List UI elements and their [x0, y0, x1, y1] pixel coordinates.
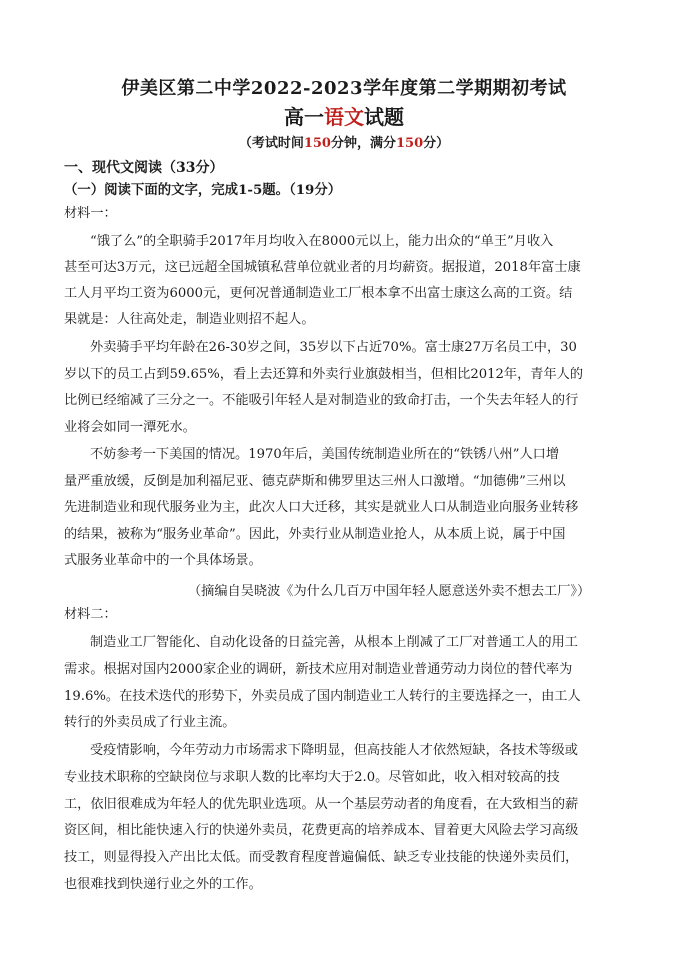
material1-label: 材料一：	[64, 206, 117, 221]
material2-line: 也很难找到快递行业之外的工作。	[64, 877, 262, 892]
time-note-c: 分钟，满分	[330, 136, 396, 151]
time-note-e: 分）	[423, 136, 450, 151]
material1-line: 比例已经缩减了三分之一。不能吸引年轻人是对制造业的致命打击，一个失去年轻人的行	[64, 393, 579, 408]
time-minutes: 150	[303, 136, 331, 151]
material1-line: “饿了么”的全职骑手2017年月均收入在8000元以上，能力出众的“单王”月收入	[90, 234, 554, 249]
material2-line: 工，依旧很难成为年轻人的优先职业选项。从一个基层劳动者的角度看，在大致相当的薪	[64, 797, 579, 812]
material1-line: 岁以下的员工占到59.65%，看上去还算和外卖行业旗鼓相当，但相比2012年，青年人的	[64, 367, 584, 382]
material2-line: 需求。根据对国内2000家企业的调研，新技术应用对制造业普通劳动力岗位的替代率为	[64, 662, 573, 677]
exam-title: 伊美区第二中学2022-2023学年度第二学期期初考试	[121, 78, 567, 99]
material2-line: 专业技术职称的空缺岗位与求职人数的比率均大于2.0。尽管如此，收入相对较高的技	[64, 770, 560, 785]
material1-line: 工人月平均工资为6000元，更何况普通制造业工厂根本拿不出富士康这么高的工资。结	[64, 286, 573, 301]
section-heading: 一、现代文阅读（33分）	[64, 160, 224, 176]
material2-line: 技工，则显得投入产出比太低。而受教育程度普遍偏低、缺乏专业技能的快递外卖员们，	[64, 850, 579, 865]
full-score: 150	[396, 136, 424, 151]
material1-line: 的结果，被称为“服务业革命”。因此，外卖行业从制造业抢人，从本质上说，属于中国	[64, 527, 566, 542]
material1-source: （摘编自吴晓波《为什么几百万中国年轻人愿意送外卖不想去工厂》）	[188, 584, 591, 599]
material2-line: 受疫情影响，今年劳动力市场需求下降明显，但高技能人才依然短缺，各技术等级或	[90, 743, 578, 758]
exam-subtitle	[0, 101, 688, 130]
material2-label: 材料二：	[64, 607, 117, 622]
material1-line: 外卖骑手平均年龄在26-30岁之间，35岁以下占近70%。富士康27万名员工中，30	[90, 340, 577, 355]
material1-line: 果就是：人往高处走，制造业则招不起人。	[64, 312, 315, 327]
material1-line: 甚至可达3万元，这已远超全国城镇私营单位就业者的月均薪资。据报道，2018年富士康	[64, 260, 581, 275]
subtitle-subject: 语文	[324, 105, 364, 129]
material2-line: 19.6%。在技术迭代的形势下，外卖员成了国内制造业工人转行的主要选择之一，由工人	[64, 689, 581, 704]
material2-line: 资区间，相比能快速入行的快递外卖员，花费更高的培养成本、冒着更大风险去学习高级	[64, 823, 579, 838]
material2-line: 制造业工厂智能化、自动化设备的日益完善，从根本上削减了工厂对普通工人的用工	[90, 635, 578, 650]
material1-line: 式服务业革命中的一个具体场景。	[64, 553, 262, 568]
section-subheading: （一）阅读下面的文字，完成1-5题。（19分）	[64, 182, 342, 198]
material1-line: 量严重放缓，反倒是加利福尼亚、德克萨斯和佛罗里达三州人口激增。“加德佛”三州以	[64, 474, 566, 489]
time-note-a: （考试时间	[238, 136, 304, 151]
exam-time-note	[0, 132, 688, 151]
material1-line: 业将会如同一潭死水。	[64, 420, 196, 435]
subtitle-suffix: 试题	[364, 105, 404, 129]
material1-line: 先进制造业和现代服务业为主，此次人口大迁移，其实是就业人口从制造业向服务业转移	[64, 500, 579, 515]
material2-line: 转行的外卖员成了行业主流。	[64, 715, 236, 730]
subtitle-grade: 高一	[284, 105, 324, 129]
material1-line: 不妨参考一下美国的情况。1970年后，美国传统制造业所在的“铁锈八州”人口增	[90, 447, 560, 462]
